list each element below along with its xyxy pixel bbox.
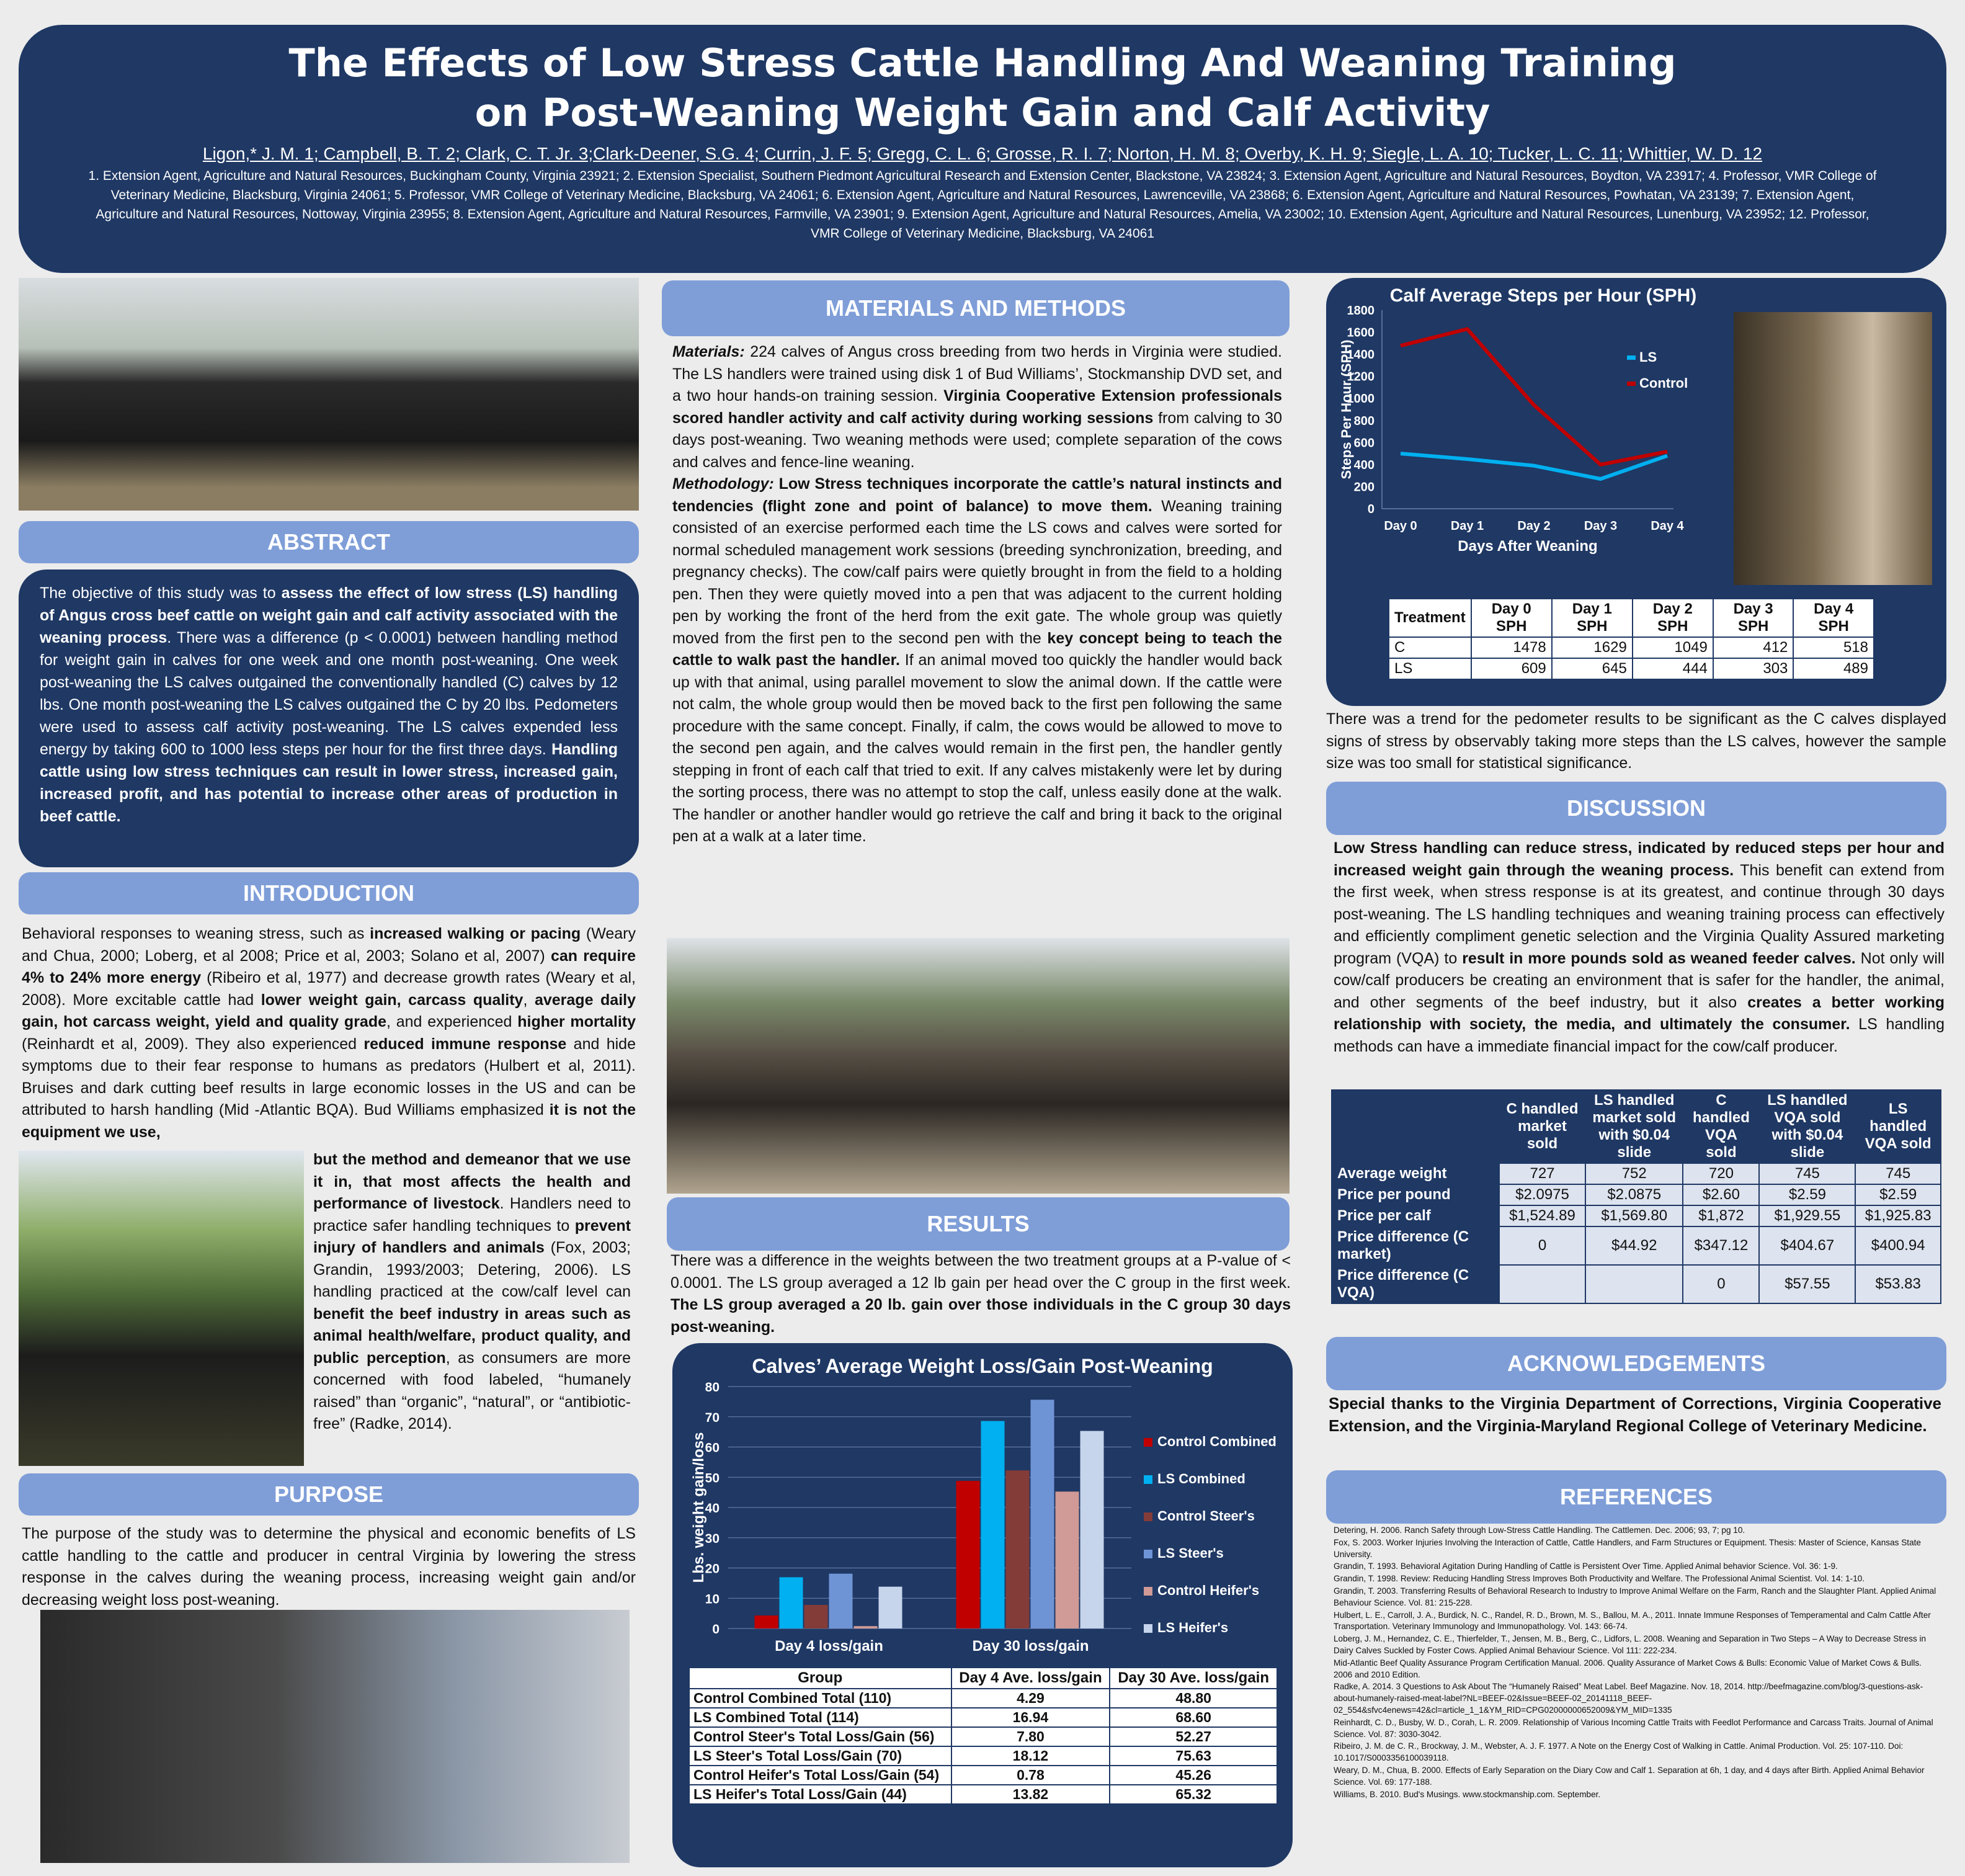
- reference-item: Grandin, T. 1993. Behavioral Agitation During Handling of Cattle is Persistent Over Time. Applied Animal behavior Science. Vol. 36: 1-9.: [1334, 1561, 1838, 1571]
- table-cell: 720: [1683, 1163, 1759, 1184]
- table-cell: 0: [1499, 1226, 1585, 1265]
- table-cell: 0.78: [951, 1766, 1110, 1785]
- reference-item: Reinhardt, C. D., Busby, W. D., Corah, L. R. 2009. Relationship of Various Incoming Cattle Traits with Feedlot Performance and Carcass Traits. Journal of Animal Science. Vol. 87: 3030-3042.: [1334, 1717, 1933, 1739]
- bar: [1006, 1470, 1030, 1628]
- title-line-2: on Post-Weaning Weight Gain and Calf Activity: [475, 90, 1490, 135]
- table-cell: $400.94: [1855, 1226, 1941, 1265]
- table-header-cell: LS handled VQA sold: [1855, 1090, 1941, 1163]
- y-axis-label: Steps Per Hour (SPH): [1339, 339, 1354, 480]
- reference-item: Fox, S. 2003. Worker Injuries Involving the Interaction of Cattle, Cattle Handlers, and Farm Structures or Equipment. Thesis: Master of Science, Kansas State University.: [1334, 1537, 1921, 1559]
- table-cell: 13.82: [951, 1785, 1110, 1804]
- table-row: [689, 1689, 1277, 1708]
- legend-label: LS Steer's: [1157, 1545, 1224, 1561]
- y-tick-label: 200: [1353, 480, 1375, 494]
- photo-pedometer-attach: [1734, 312, 1932, 585]
- legend-label: Control Heifer's: [1157, 1583, 1260, 1598]
- table-row: [689, 1727, 1277, 1746]
- table-cell: Control Steer's Total Loss/Gain (56): [689, 1727, 951, 1746]
- heading-introduction: INTRODUCTION: [19, 872, 639, 914]
- photo-cattle-herd: [19, 278, 639, 511]
- series-line: [1401, 453, 1667, 479]
- author-list: Ligon,* J. M. 1; Campbell, B. T. 2; Clark, C. T. Jr. 3;Clark-Deener, S.G. 4; Currin, J. F. 5; Gregg, C. L. 6; Grosse, R. I. 7; Norton, H. M. 8; Overby, K. H. 9; Siegle, L. A. 10; Tucker, L. C. 11; Whittier, W. D. 12: [202, 144, 1763, 163]
- heading-results: RESULTS: [667, 1197, 1290, 1251]
- table-header-cell: Day 2 SPH: [1633, 599, 1713, 637]
- y-tick-label: 40: [705, 1501, 720, 1516]
- x-tick-label: Day 4 loss/gain: [775, 1638, 883, 1655]
- purpose-text: The purpose of the study was to determine the physical and economic benefits of LS cattle handling to the cattle and producer in central Virginia by lowering the stress response in the calves during the weaning process, increasing weight gain and/or decreasing weight loss post-weaning.: [22, 1525, 636, 1609]
- y-axis-label: Lbs. weight gain/loss: [690, 1432, 707, 1583]
- heading-acknowledgements: ACKNOWLEDGEMENTS: [1326, 1337, 1946, 1390]
- introduction-text-continued: but the method and demeanor that we use it in, that most affects the health and performance of livestock. Handlers need to practice safer handling techniques to prevent injury of handlers and animals (Fox, 2003; Grandin, 1993/2003; Detering, 2006). LS handling practiced at the cow/calf level can benefit the beef industry in areas such as animal health/welfare, product quality, and public perception, as consumers are more concerned with food labeled, “humanely raised” than “organic”, “natural”, or “antibiotic-free” (Radke, 2014).: [313, 1151, 631, 1432]
- table-cell: $1,925.83: [1855, 1205, 1941, 1226]
- table-header-cell: Day 30 Ave. loss/gain: [1110, 1668, 1277, 1689]
- legend-swatch: [1144, 1550, 1152, 1558]
- table-cell: LS Steer's Total Loss/Gain (70): [689, 1746, 951, 1766]
- table-cell: $1,524.89: [1499, 1205, 1585, 1226]
- bar: [829, 1574, 853, 1628]
- y-tick-label: 1200: [1347, 370, 1375, 384]
- table-header-cell: Day 3 SPH: [1713, 599, 1794, 637]
- y-tick-label: 800: [1353, 414, 1375, 428]
- table-cell: $1,872: [1683, 1205, 1759, 1226]
- weight-table: [688, 1667, 1278, 1805]
- legend-swatch: [1144, 1475, 1152, 1484]
- legend-label: LS: [1639, 349, 1657, 365]
- reference-item: Hulbert, L. E., Carroll, J. A., Burdick, N. C., Randel, R. D., Brown, M. S., Ballou, M. A., 2011. Innate Immune Responses of Temperamental and Calm Cattle After Transportation. Veterinary Immunology and Immunopathology. Vol. 143: 66-74.: [1334, 1610, 1931, 1632]
- table-row: [1332, 1265, 1941, 1303]
- table-cell: Control Heifer's Total Loss/Gain (54): [689, 1766, 951, 1785]
- methods-text: Materials: 224 calves of Angus cross breeding from two herds in Virginia were studied. The LS handlers were trained using disk 1 of Bud Williams’, Stockmanship DVD set, and a two hour hands-on training session. Virginia Cooperative Extension professionals scored handler activity and calf activity during working sessions from calving to 30 days post-weaning. Two weaning methods were used; complete separation of the cows and calves and fence-line weaning. Methodology: Low Stress techniques incorporate the cattle’s natural instincts and tendencies (flight zone and point of balance) to move them. Weaning training consisted of an exercise performed each time the LS cows and calves were sorted for normal scheduled management work sessions (breeding synchronization, breeding, and pregnancy checks). The cow/calf pairs were quietly brought in from the field to a holding pen. Then they were quietly moved into a pen that was adjacent to the current holding pen by working the front of the herd from the exit gate. The whole group was quietly moved from the first pen to the second pen with the key concept being to teach the cattle to walk past the handler. If an animal moved too quickly the handler would back up with that animal, using parallel movement to slow the animal down. If the cattle were not calm, the whole group would then be moved back to the first pen following the same procedure with the same concept. Finally, if calm, the cows would be allowed to move to the second pen again, and the calves would remain in the first pen, the handler gently stepping in front of each calf that tried to exit. If any calves mistakenly were let by during the sorting process, there was no attempt to stop the calf, unless easily done at the walk. The handler or another handler would go retrieve the calf and bring it back to the original pen at a walk at a later time.: [672, 343, 1283, 845]
- steps-table: [1388, 598, 1874, 680]
- y-tick-label: 1000: [1347, 392, 1375, 406]
- table-row: [689, 1766, 1277, 1785]
- table-cell: 1049: [1633, 637, 1713, 658]
- y-tick-label: 80: [705, 1380, 720, 1395]
- table-header-cell: C handled market sold: [1499, 1090, 1585, 1163]
- legend-swatch: [1627, 382, 1636, 386]
- y-tick-label: 600: [1353, 436, 1375, 450]
- bar: [1056, 1491, 1079, 1628]
- legend-label: LS Heifer's: [1157, 1620, 1229, 1635]
- heading-abstract: ABSTRACT: [19, 521, 639, 563]
- table-cell: 645: [1552, 658, 1633, 679]
- table-cell: Price difference (C VQA): [1332, 1265, 1499, 1303]
- table-cell: $2.0875: [1585, 1184, 1683, 1205]
- table-cell: $44.92: [1585, 1226, 1683, 1265]
- chart-title: Calves’ Average Weight Loss/Gain Post-Weaning: [752, 1355, 1213, 1377]
- table-cell: 16.94: [951, 1708, 1110, 1727]
- table-cell: 444: [1633, 658, 1713, 679]
- y-tick-label: 0: [712, 1622, 720, 1637]
- y-tick-label: 0: [1367, 502, 1375, 516]
- table-row: [689, 1746, 1277, 1766]
- reference-item: Ribeiro, J. M. de C. R., Brockway, J. M., Webster, A. J. F. 1977. A Note on the Energy Cost of Walking in Cattle. Animal Production. Vol. 25: 107-110. Doi: 10.1017/S0003356100039118.: [1334, 1741, 1904, 1763]
- table-row: [689, 1708, 1277, 1727]
- bar: [981, 1421, 1005, 1628]
- table-cell: 609: [1471, 658, 1552, 679]
- references-list: [1334, 1525, 1941, 1872]
- x-tick-label: Day 1: [1450, 519, 1484, 533]
- title-line-1: The Effects of Low Stress Cattle Handling And Weaning Training: [288, 40, 1677, 86]
- table-cell: [1585, 1265, 1683, 1303]
- bar: [755, 1615, 778, 1628]
- legend-swatch: [1144, 1587, 1152, 1596]
- table-cell: Price difference (C market): [1332, 1226, 1499, 1265]
- table-cell: C: [1389, 637, 1471, 658]
- table-header-cell: [1332, 1090, 1499, 1163]
- table-cell: $53.83: [1855, 1265, 1941, 1303]
- heading-references: REFERENCES: [1326, 1470, 1946, 1524]
- table-row: [1332, 1163, 1941, 1184]
- bar: [956, 1481, 980, 1628]
- table-header-cell: Day 1 SPH: [1552, 599, 1633, 637]
- weight-chart-panel: [672, 1343, 1293, 1867]
- y-tick-label: 20: [705, 1561, 720, 1576]
- table-cell: 68.60: [1110, 1708, 1277, 1727]
- abstract-emphasis: assess the effect of low stress (LS) handling of Angus cross beef cattle on weight gain and calf activity associated with the weaning process: [40, 584, 618, 646]
- affiliations: 1. Extension Agent, Agriculture and Natural Resources, Buckingham County, Virginia 23921; 2. Extension Specialist, Southern Piedmont Agricultural Research and Extension Center, Blackstone, VA 23824; 3. Extension Agent, Agriculture and Natural Resources, Boydton, VA 23917; 4. Professor, VMR College of Veterinary Medicine, Blacksburg, Virginia 24061; 5. Professor, VMR College of Veterinary Medicine, Blacksburg, VA 24061; 6. Extension Agent, Agriculture and Natural Resources, Lawrenceville, VA 23868; 6. Extension Agent, Agriculture and Natural Resources, Powhatan, VA 23139; 7. Extension Agent, Agriculture and Natural Resources, Nottoway, Virginia 23955; 8. Extension Agent, Agriculture and Natural Resources, Farmville, VA 23901; 9. Extension Agent, Agriculture and Natural Resources, Amelia, VA 23002; 10. Extension Agent, Agriculture and Natural Resources, Lunenburg, VA 23952; 12. Professor, VMR College of Veterinary Medicine, Blacksburg, VA 24061: [88, 169, 1877, 241]
- table-cell: $2.59: [1855, 1184, 1941, 1205]
- x-tick-label: Day 30 loss/gain: [972, 1638, 1089, 1655]
- table-cell: [1499, 1265, 1585, 1303]
- table-row: [1332, 1205, 1941, 1226]
- table-cell: 75.63: [1110, 1746, 1277, 1766]
- table-header-cell: Day 4 SPH: [1793, 599, 1874, 637]
- table-cell: 18.12: [951, 1746, 1110, 1766]
- table-cell: Price per pound: [1332, 1184, 1499, 1205]
- heading-discussion: DISCUSSION: [1326, 782, 1946, 835]
- table-row: [1389, 658, 1874, 679]
- photo-cattle-lane: [19, 1151, 304, 1466]
- table-cell: 727: [1499, 1163, 1585, 1184]
- weight-table-header: [689, 1668, 1277, 1689]
- table-row: [1332, 1226, 1941, 1265]
- table-cell: LS Heifer's Total Loss/Gain (44): [689, 1785, 951, 1804]
- table-cell: 752: [1585, 1163, 1683, 1184]
- bar: [804, 1605, 828, 1628]
- heading-purpose: PURPOSE: [19, 1473, 639, 1516]
- steps-chart: [1326, 278, 1736, 557]
- abstract-text: The objective of this study was to: [40, 584, 282, 602]
- heading-materials-methods: MATERIALS AND METHODS: [662, 280, 1290, 336]
- y-tick-label: 400: [1353, 458, 1375, 472]
- table-cell: 48.80: [1110, 1689, 1277, 1708]
- table-cell: $2.59: [1759, 1184, 1855, 1205]
- table-cell: $404.67: [1759, 1226, 1855, 1265]
- economic-table: [1331, 1089, 1941, 1304]
- table-cell: 303: [1713, 658, 1794, 679]
- table-cell: 1629: [1552, 637, 1633, 658]
- reference-item: Radke, A. 2014. 3 Questions to Ask About The “Humanely Raised” Meat Label. Beef Magazine. Nov. 18, 2014. http://beefmagazine.com/blog/3-questions-ask-about-humanely-raised-meat-label?NL=BEEF-02&Issue=BEEF-02_20141118_BEEF-02_554&sfvc4enews=42&cl=article_1_1&YM_RID=CPG02000000652009&YM_MID=1335: [1334, 1682, 1923, 1715]
- reference-item: Loberg, J. M., Hernandez, C. E., Thierfelder, T., Jensen, M. B., Berg, C., Lidfors, L. 2008. Weaning and Separation in Two Steps – A Way to Decrease Stress in Dairy Calves Suckled by Foster Cows. Applied Animal Behaviour Science. Vol 111: 222-234.: [1334, 1634, 1927, 1655]
- legend-label: LS Combined: [1157, 1471, 1245, 1486]
- results-text: There was a difference in the weights between the two treatment groups at a P-value of < 0.0001. The LS group averaged a 12 lb gain per head over the C group in the first week. The LS group averaged a 20 lb. gain over those individuals in the C group 30 days post-weaning.: [671, 1252, 1291, 1336]
- table-cell: $2.0975: [1499, 1184, 1585, 1205]
- legend-label: Control Steer's: [1157, 1508, 1255, 1524]
- reference-item: Grandin, T. 2003. Transferring Results of Behavioral Research to Industry to Improve Animal Welfare on the Farm, Ranch and the Slaughter Plant. Applied Animal Behaviour Science. Vol. 81: 215-228.: [1334, 1586, 1936, 1607]
- table-header-cell: Day 4 Ave. loss/gain: [951, 1668, 1110, 1689]
- reference-item: Williams, B. 2010. Bud's Musings. www.stockmanship.com. September.: [1334, 1789, 1601, 1799]
- table-cell: $1,929.55: [1759, 1205, 1855, 1226]
- table-header-cell: C handled VQA sold: [1683, 1090, 1759, 1163]
- table-row: [1389, 637, 1874, 658]
- photo-sorting-pens: [667, 938, 1290, 1194]
- table-cell: 65.32: [1110, 1785, 1277, 1804]
- table-cell: $1,569.80: [1585, 1205, 1683, 1226]
- legend-label: Control Combined: [1157, 1434, 1277, 1449]
- discussion-text: Low Stress handling can reduce stress, indicated by reduced steps per hour and increased weight gain through the weaning process. This benefit can extend from the first week, when stress response is at its greatest, and continue through 30 days post-weaning. The LS handling techniques and weaning training process can effectively and efficiently compliment genetic selection and the Virginia Quality Assured marketing program (VQA) to result in more pounds sold as weaned feeder calves. Not only will cow/calf producers be creating an environment that is safer for the handler, the animal, and other segments of the beef industry, but it also creates a better working relationship with society, the media, and ultimately the consumer. LS handling methods can have a immediate financial impact for the cow/calf producer.: [1334, 839, 1945, 1055]
- table-cell: 412: [1713, 637, 1794, 658]
- abstract-box: [19, 570, 639, 867]
- table-cell: $2.60: [1683, 1184, 1759, 1205]
- reference-item: Mid-Atlantic Beef Quality Assurance Program Certification Manual. 2006. Quality Assurance of Market Cows & Bulls: Economic Value of Market Cows & Bulls. 2006 and 2010 Edition.: [1334, 1658, 1922, 1679]
- x-tick-label: Day 0: [1384, 519, 1417, 533]
- series-line: [1401, 329, 1667, 464]
- weight-chart: [672, 1343, 1293, 1666]
- poster-header: [19, 25, 1946, 273]
- table-header-cell: Group: [689, 1668, 951, 1689]
- table-cell: 745: [1759, 1163, 1855, 1184]
- table-cell: 518: [1793, 637, 1874, 658]
- x-axis-label: Days After Weaning: [1458, 538, 1598, 555]
- x-tick-label: Day 2: [1517, 519, 1551, 533]
- y-tick-label: 70: [705, 1410, 720, 1425]
- bar: [854, 1626, 878, 1628]
- y-tick-label: 1800: [1347, 304, 1375, 318]
- reference-item: Grandin, T. 1998. Review: Reducing Handling Stress Improves Both Productivity and Welfare. The Professional Animal Scientist. Vol. 14: 1-10.: [1334, 1574, 1865, 1584]
- legend-swatch: [1144, 1624, 1152, 1633]
- table-cell: 45.26: [1110, 1766, 1277, 1785]
- table-cell: Price per calf: [1332, 1205, 1499, 1226]
- table-header-cell: LS handled VQA sold with $0.04 slide: [1759, 1090, 1855, 1163]
- table-cell: 745: [1855, 1163, 1941, 1184]
- table-cell: 1478: [1471, 637, 1552, 658]
- y-tick-label: 1400: [1347, 348, 1375, 362]
- table-cell: 489: [1793, 658, 1874, 679]
- abstract-text-2: . There was a difference (p < 0.0001) between handling method for weight gain in calves for one week and one month post-weaning. One week post-weaning the LS calves outgained the conventionally handled (C) calves by 12 lbs. One month post-weaning the LS calves outgained the C by 20 lbs. Pedometers were used to assess calf activity post-weaning. The LS calves expended less energy by taking 600 to 1000 less steps per hour for the first three days.: [40, 629, 618, 758]
- table-row: [1332, 1184, 1941, 1205]
- table-cell: Control Combined Total (110): [689, 1689, 951, 1708]
- table-cell: Average weight: [1332, 1163, 1499, 1184]
- table-cell: 52.27: [1110, 1727, 1277, 1746]
- pedometer-trend-text: There was a trend for the pedometer results to be significant as the C calves displayed signs of stress by observably taking more steps than the LS calves, however the sample size was too small for statistical significance.: [1326, 710, 1946, 772]
- table-cell: LS Combined Total (114): [689, 1708, 951, 1727]
- table-cell: 4.29: [951, 1689, 1110, 1708]
- legend-swatch: [1144, 1512, 1152, 1521]
- x-tick-label: Day 4: [1651, 519, 1684, 533]
- photo-handler-with-calf: [40, 1610, 630, 1863]
- steps-chart-panel: [1326, 278, 1946, 706]
- legend-label: Control: [1639, 375, 1688, 391]
- table-cell: 7.80: [951, 1727, 1110, 1746]
- table-cell: $347.12: [1683, 1226, 1759, 1265]
- table-cell: 0: [1683, 1265, 1759, 1303]
- reference-item: Weary, D. M., Chua, B. 2000. Effects of Early Separation on the Diary Cow and Calf 1. Separation at 6h, 1 day, and 4 days after Birth. Applied Animal Behavior Science. Vol. 69: 177-188.: [1334, 1765, 1925, 1787]
- introduction-text: Behavioral responses to weaning stress, such as increased walking or pacing (Weary and Chua, 2000; Loberg, et al 2008; Price et al, 2003; Solano et al, 2007) can require 4% to 24% more energy (Ribeiro et al, 1977) and decrease growth rates (Weary et al, 2008). More excitable cattle had lower weight gain, carcass quality, average daily gain, hot carcass weight, yield and quality grade, and experienced higher mortality (Reinhardt et al, 2009). They also experienced reduced immune response and hide symptoms due to their fear response to humans as predators (Hulbert et al, 2011). Bruises and dark cutting beef results in large economic losses in the US and can be attributed to harsh handling (Mid -Atlantic BQA). Bud Williams emphasized it is not the equipment we use,: [22, 925, 636, 1141]
- table-cell: LS: [1389, 658, 1471, 679]
- y-tick-label: 50: [705, 1471, 720, 1486]
- bar: [1081, 1431, 1104, 1628]
- chart-title: Calf Average Steps per Hour (SPH): [1389, 285, 1697, 306]
- bar: [1031, 1400, 1054, 1628]
- table-row: [689, 1785, 1277, 1804]
- bar: [780, 1577, 803, 1628]
- reference-item: Detering, H. 2006. Ranch Safety through Low-Stress Cattle Handling. The Cattlemen. Dec. 2006; 93, 7; pg 10.: [1334, 1525, 1745, 1535]
- y-tick-label: 1600: [1347, 326, 1375, 340]
- x-tick-label: Day 3: [1584, 519, 1618, 533]
- y-tick-label: 30: [705, 1531, 720, 1546]
- legend-swatch: [1144, 1438, 1152, 1447]
- acknowledgements-text: Special thanks to the Virginia Department of Corrections, Virginia Cooperative Extension, and the Virginia-Maryland Regional College of Veterinary Medicine.: [1329, 1394, 1941, 1435]
- table-cell: $57.55: [1759, 1265, 1855, 1303]
- y-tick-label: 10: [705, 1592, 720, 1607]
- table-header-cell: Treatment: [1389, 599, 1471, 637]
- abstract-conclusion: Handling cattle using low stress techniques can result in lower stress, increased gain, increased profit, and has potential to increase other areas of production in beef cattle.: [40, 741, 618, 825]
- y-tick-label: 60: [705, 1440, 720, 1455]
- table-header-cell: Day 0 SPH: [1471, 599, 1552, 637]
- legend-swatch: [1627, 355, 1636, 360]
- table-header-cell: LS handled market sold with $0.04 slide: [1585, 1090, 1683, 1163]
- bar: [879, 1587, 902, 1628]
- poster-title: [19, 38, 1946, 138]
